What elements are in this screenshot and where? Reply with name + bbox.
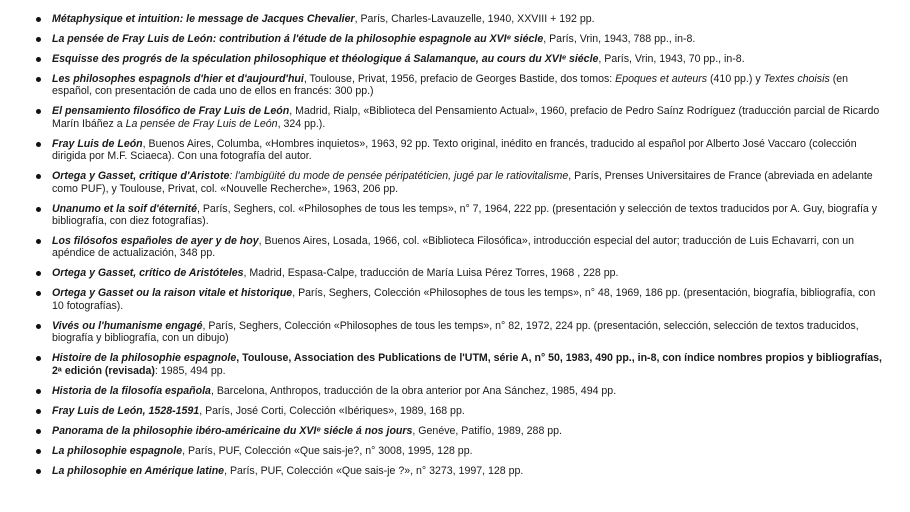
item-details: , París, Vrin, 1943, 70 pp., in-8. [598,53,745,65]
list-item [52,385,890,397]
item-details: , Toulouse, Privat, 1956, prefacio de Georges Bastide, dos tomos: [303,73,616,85]
item-details: , Buenos Aires, Columba, «Hombres inquietos», 1963, 92 pp. Texto original, inédito en francés, traducido al español por Alberto José Vaccaro (colección dirigida por M.F. Sciaeca). Con una fotografía del autor. [52,137,857,163]
item-subtitle: La pensée de Fray Luis de León [125,117,278,130]
list-item [52,235,890,260]
item-title: Fray Luis de León [52,137,143,150]
list-item [52,287,890,312]
list-item [52,425,890,437]
item-details: , París, Prenses Universitaires de France (abreviada en adelante como PUF), y Toulouse, Privat, col. «Nouvelle Recherche», 1963, 206 pp. [52,170,873,195]
item-details: , Buenos Aires, Losada, 1966, col. «Biblioteca Filosófica», introducción especial del autor; traducción de Luis Echavarri, con un apéndice de actualización, 348 pp. [52,235,855,260]
item-details: , Barcelona, Anthropos, traducción de la obra anterior por Ana Sánchez, 1985, 494 pp. [210,384,617,397]
item-subtitle: Epoques et auteurs [615,73,708,85]
item-details: , París, José Corti, Colección «Ibériques», 1989, 168 pp. [199,404,465,417]
item-title: Vivés ou l'humanisme engagé [52,319,203,332]
item-title: Ortega y Gasset, crítico de Aristóteles [52,267,244,280]
item-details: , París, PUF, Colección «Que sais-je?, n° 3008, 1995, 128 pp. [182,444,473,457]
item-title: La pensée de Fray Luis de León: contribution á l'étude de la philosophie espagnole au XVIᵉ siécle [52,33,544,45]
item-title: Fray Luis de León, 1528-1591 [52,404,200,417]
item-details: , 324 pp.). [277,117,326,130]
list-item [52,203,890,228]
list-item [52,138,890,163]
item-title: Historia de la filosofía española [52,384,211,397]
list-item [52,445,890,457]
item-title: Ortega y Gasset ou la raison vitale et historique [52,287,293,300]
list-item [52,73,890,98]
item-title: Histoire de la philosophie espagnole [52,352,237,365]
item-details: , París, PUF, Colección «Que sais-je ?», n° 3273, 1997, 128 pp. [224,464,524,477]
list-item [52,352,890,377]
list-item [52,13,890,25]
list-item [52,267,890,279]
item-details: , París, Seghers, Colección «Philosophes de tous les temps», n° 82, 1972, 224 pp. (presentación, selección, selección de textos traducidos, biografía y bibliografía, con un dibujo) [52,319,859,345]
item-details: , Madrid, Espasa-Calpe, traducción de María Luisa Pérez Torres, 1968 , 228 pp. [243,267,619,280]
item-details: , París, Vrin, 1943, 788 pp., in-8. [543,33,696,45]
item-title: El pensamiento filosófico de Fray Luis de León [52,105,290,118]
item-title: Los filósofos españoles de ayer y de hoy [52,235,259,248]
list-item [52,105,890,130]
item-title: Panorama de la philosophie ibéro-américaine du XVIᵉ siécle á nos jours [52,424,413,437]
list-item [52,465,890,477]
item-details: , París, Seghers, Colección «Philosophes de tous les temps», n° 48, 1969, 186 pp. (presentación, biografía, bibliografía, con 10 fotografías). [52,287,876,312]
item-details: , Madrid, Rialp, «Biblioteca del Pensamiento Actual», 1960, prefacio de Pedro Saínz Rodríguez (traducción parcial de Ricardo Marín Ibáñez a [52,105,880,130]
list-item [52,53,890,65]
item-details-bold: , Toulouse, Association des Publications de l'UTM, série A, n° 50, 1983, 490 pp., in-8, con índice nombres propios y bibliografías, 2ᵃ edición (revisada) [52,352,882,377]
item-title: Unanumo et la soif d'éternité [52,202,197,215]
item-title: Les philosophes espagnols d'hier et d'aujourd'hui [52,73,304,85]
item-details: , París, Charles-Lavauzelle, 1940, XXVIII + 192 pp. [354,13,595,25]
item-details: : 1985, 494 pp. [154,364,226,377]
list-item [52,405,890,417]
list-item [52,33,890,45]
item-title: Métaphysique et intuition: le message de Jacques Chevalier [52,13,355,25]
item-title: La philosophie espagnole [52,444,183,457]
item-title: Esquisse des progrés de la spéculation philosophique et théologique á Salamanque, au cours du XVIᵉ siécle [52,53,599,65]
item-details: (410 pp.) y [707,73,764,85]
item-title: La philosophie en Amérique latine [52,464,225,477]
item-title: Ortega y Gasset, critique d'Aristote [52,170,230,183]
item-subtitle: : l'ambigüité du mode de pensée péripatéticien, jugé par le ratiovitalisme [229,170,569,183]
item-subtitle: Textes choisis [763,73,830,85]
list-item [52,320,890,345]
item-details: , Genéve, Patifío, 1989, 288 pp. [412,424,563,437]
item-details: , París, Seghers, col. «Philosophes de tous les temps», n° 7, 1964, 222 pp. (presentación y selección de textos traducidos por A. Guy, biografía y bibliografía, con diez fotografías). [52,202,878,228]
item-details: (en español, con presentación de cada uno de ellos en francés: 300 pp.) [52,73,849,98]
list-item [52,170,890,195]
